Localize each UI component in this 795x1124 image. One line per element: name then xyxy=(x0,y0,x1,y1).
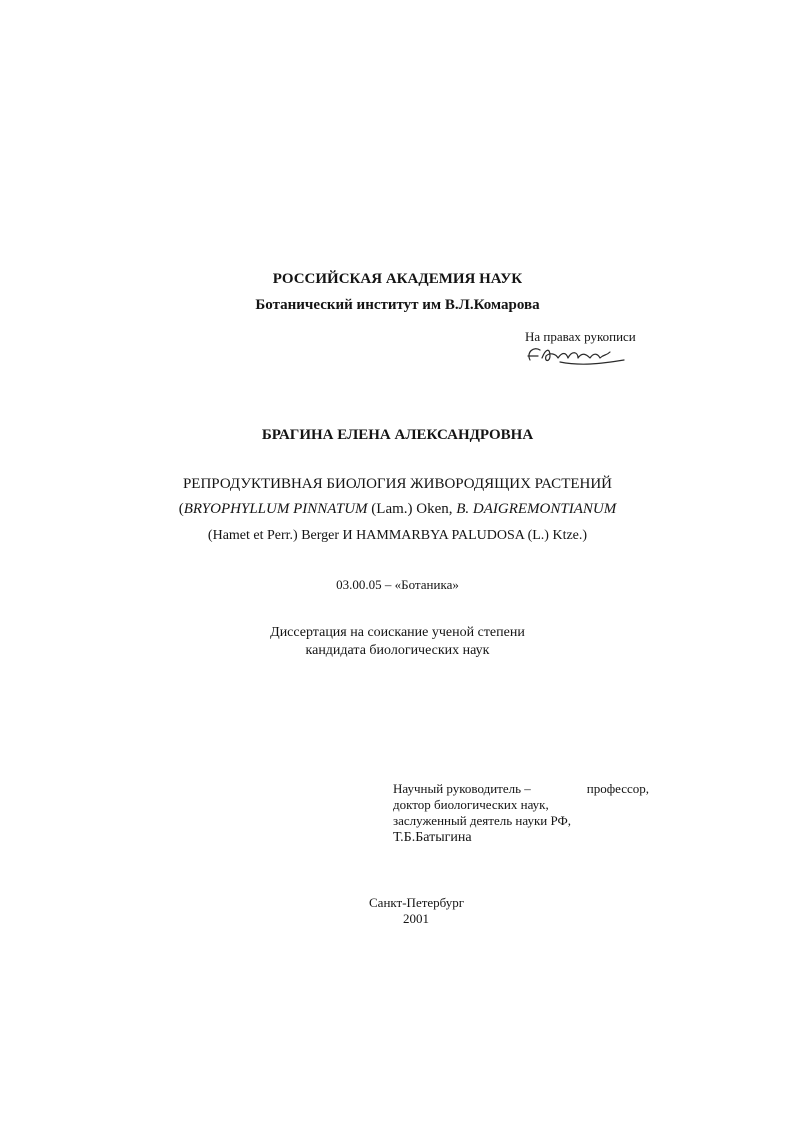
title-species-1: BRYOPHYLLUM PINNATUM xyxy=(183,501,368,517)
author-name: БРАГИНА ЕЛЕНА АЛЕКСАНДРОВНА xyxy=(261,427,534,443)
supervisor-position: профессор, xyxy=(586,781,649,796)
supervisor-name: Т.Б.Батыгина xyxy=(393,830,472,845)
year: 2001 xyxy=(403,911,429,926)
handwritten-signature xyxy=(520,340,630,370)
title-open-paren: ( xyxy=(178,501,184,517)
city: Санкт-Петербург xyxy=(369,895,465,910)
supervisor-role: Научный руководитель – xyxy=(393,781,531,796)
title-author-1: (Lam.) Oken, xyxy=(367,501,457,517)
academy-name: РОССИЙСКАЯ АКАДЕМИЯ НАУК xyxy=(272,271,523,287)
supervisor-role-row xyxy=(393,782,649,795)
title-species-2: B. DAIGREMONTIANUM xyxy=(456,501,617,517)
manuscript-rights-note: На правах рукописи xyxy=(525,329,636,344)
dissertation-line-1: Диссертация на соискание ученой степени xyxy=(270,625,525,640)
title-line-1: РЕПРОДУКТИВНАЯ БИОЛОГИЯ ЖИВОРОДЯЩИХ РАСТЕНИЙ xyxy=(182,476,613,492)
institute-name: Ботанический институт им В.Л.Комарова xyxy=(255,297,540,313)
title-line-3: (Hamet et Perr.) Berger И HAMMARBYA PALUDOSA (L.) Ktze.) xyxy=(207,528,588,543)
supervisor-degree: доктор биологических наук, xyxy=(393,797,549,812)
title-line-2 xyxy=(0,502,795,517)
specialty-code: 03.00.05 – «Ботаника» xyxy=(336,577,459,592)
supervisor-honor: заслуженный деятель науки РФ, xyxy=(393,813,572,828)
dissertation-line-2: кандидата биологических наук xyxy=(305,643,490,658)
